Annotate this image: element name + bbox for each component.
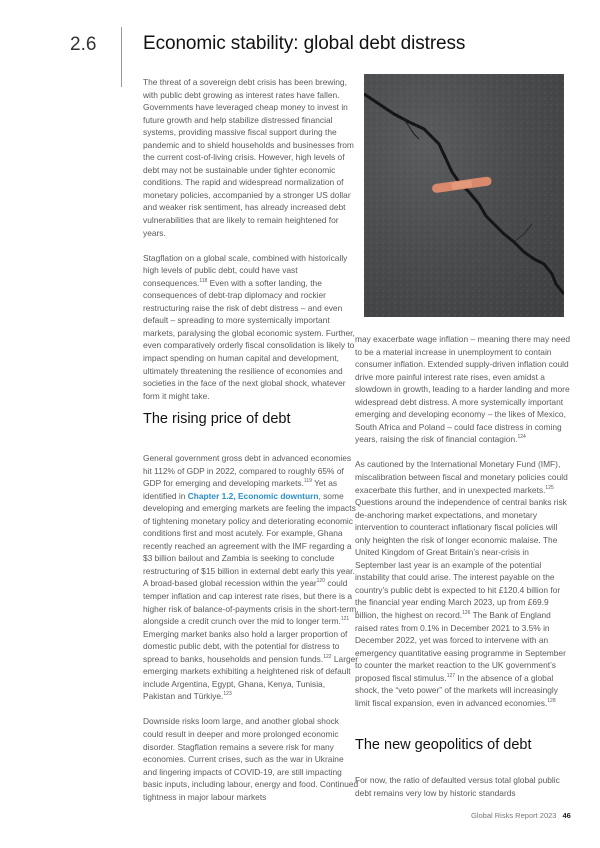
rising-column-left xyxy=(143,452,359,816)
footnote-ref[interactable]: 127 xyxy=(446,672,456,679)
geopolitics-paragraph-1: For now, the ratio of defaulted versus total global public debt remains very low by historic standards xyxy=(355,775,560,798)
footnote-ref[interactable]: 126 xyxy=(462,610,471,617)
page-footer xyxy=(471,811,571,820)
rising-paragraph-4 xyxy=(355,458,571,709)
intro-paragraph-1: The threat of a sovereign debt crisis has been brewing, with public debt growing as interest rates have fallen. Governments have leveraged cheap money to invest in future growth and help stabilize distressed financial systems, providing massive fiscal support during the pandemic and to shield households and businesses from the current cost-of-living crisis. However, high levels of debt may not be sustainable under tighter economic conditions. The rapid and widespread normalization of monetary policies, accompanied by a stronger US dollar and weaker risk sentiment, has already increased debt vulnerabilities that are likely to remain heightened for years. xyxy=(143,77,354,238)
rising-column-right xyxy=(355,333,571,722)
footnote-ref[interactable]: 123 xyxy=(223,691,232,698)
report-name: Global Risks Report 2023 xyxy=(471,811,557,820)
cracked-road-bandage-photo xyxy=(364,74,564,317)
footnote-ref[interactable]: 121 xyxy=(340,616,350,623)
page-title: Economic stability: global debt distress xyxy=(143,33,466,54)
text-run: Yet as identified in xyxy=(143,478,338,501)
text-run: Emerging market banks also hold a larger proportion of domestic public debt, with the potential for distress to spread to banks, households and pension funds. xyxy=(143,628,348,664)
text-run: As cautioned by the International Monetary Fund (IMF), miscalibration between fiscal and monetary policies could exacerbate this further, and in unexpected markets. xyxy=(355,459,568,495)
footnote-ref[interactable]: 128 xyxy=(547,698,556,705)
footnote-ref[interactable]: 120 xyxy=(316,578,325,585)
page-number: 46 xyxy=(562,811,571,820)
text-run: General government gross debt in advanced economies hit 112% of GDP in 2022, compared to roughly 65% of GDP for emerging and developing markets. xyxy=(143,453,352,489)
rising-paragraph-1 xyxy=(143,452,359,703)
footnote-ref[interactable]: 122 xyxy=(323,653,332,660)
text-run: could temper inflation and cap interest rate rises, but there is a higher risk of balance-of-payments crisis in the short-term, alongside a credit crunch over the mid to longer term. xyxy=(143,578,359,627)
chapter-link-economic-downturn[interactable]: Chapter 1.2, Economic downturn xyxy=(187,490,319,501)
intro-paragraph-2 xyxy=(143,252,359,403)
footnote-ref[interactable]: 119 xyxy=(303,478,312,485)
section-number: 2.6 xyxy=(70,34,97,55)
text-run: Stagflation on a global scale, combined with historically high levels of public debt, could have vast consequences. xyxy=(143,252,348,288)
text-run: The Bank of England raised rates from 0.1% in December 2021 to 3.5% in December 2022, yet was forced to intervene with an emergency quantitative easing programme in September to counter the market reaction to the UK government’s proposed fiscal stimulus. xyxy=(355,609,566,683)
header-divider xyxy=(121,27,122,87)
text-run: Questions around the independence of central banks risk de-anchoring market expectations, and monetary intervention to counteract inflationary fiscal policies will only heighten the risk of longer economic malaise. The United Kingdom of Great Britain’s near-crisis in September last year is an example of the potential instability that could arise. The interest payable on the country’s public debt is expected to hit £120.4 billion for the financial year ending March 2023, up from £69.9 billion, the highest on record. xyxy=(355,497,567,620)
footnote-ref[interactable]: 118 xyxy=(199,277,208,284)
geopolitics-column xyxy=(355,774,571,799)
rising-paragraph-2: Downside risks loom large, and another global shock could result in deeper and more prolonged economic disorder. Stagflation remains a severe risk for many economies. Current crises, such as the war in Ukraine and lingering impacts of COVID-19, are still impacting basic inputs, including labour, energy and food. Continued tightness in major labour markets xyxy=(143,716,359,802)
footnote-ref[interactable]: 124 xyxy=(517,434,526,441)
rising-paragraph-3 xyxy=(355,333,571,446)
photo-illustration xyxy=(364,74,564,317)
section-heading-new-geopolitics-of-debt: The new geopolitics of debt xyxy=(355,737,532,753)
intro-column xyxy=(143,76,359,415)
text-run: , some developing and emerging markets are feeling the impacts of tightening monetary policy and deteriorating economic conditions first and most acutely. For example, Ghana recently reached an agreement with the IMF regarding a $3 billion bailout and Zambia is seeking to conclude restructuring of $15 billion in external debt early this year. A broad-based global recession within the year xyxy=(143,490,356,589)
footnote-ref[interactable]: 125 xyxy=(545,484,554,491)
text-run: may exacerbate wage inflation – meaning there may need to be a material increase in unemployment to contain consumer inflation. Extended supply-driven inflation could drive more painful interest rate rises, even amidst a slowdown in growth, leading to a harder landing and more widespread debt distress. A more systemically important emerging and developing economy – the likes of Mexico, South Africa and Poland – could face distress in coming years, raising the risk of financial contagion. xyxy=(355,334,571,445)
section-heading-rising-price-of-debt: The rising price of debt xyxy=(143,411,291,427)
text-run: In the absence of a global shock, the “veto power” of the markets will increasingly limit fiscal expansion, even in advanced economies. xyxy=(355,672,558,708)
text-run: Even with a softer landing, the consequences of debt-trap diplomacy and rockier restructuring raise the risk of debt distress – and even default – spreading to more systemically important markets, paralysing the global economic system. Further, even comparatively orderly fiscal consolidation is likely to impact spending on human capital and development, ultimately threatening the resilience of economies and societies in the face of the next global shock, whatever form it might take. xyxy=(143,277,355,401)
text-run: Larger emerging markets exhibiting a heightened risk of default include Argentina, Egypt, Ghana, Kenya, Tunisia, Pakistan and Türkiye. xyxy=(143,653,359,702)
